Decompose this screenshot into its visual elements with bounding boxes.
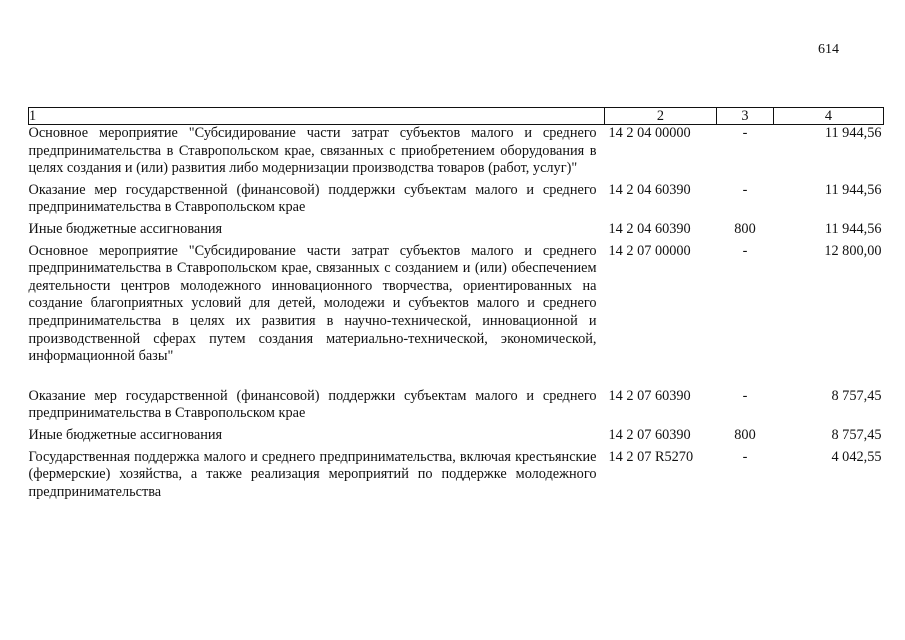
table-row xyxy=(29,243,884,388)
table-row xyxy=(29,182,884,221)
column-header-4: 4 xyxy=(774,108,884,125)
page-number: 614 xyxy=(818,42,839,57)
row-amount: 8 757,45 xyxy=(831,387,882,404)
row-name: Иные бюджетные ассигнования xyxy=(28,220,223,237)
row-type: 800 xyxy=(734,220,756,237)
row-name: Оказание мер государственной (финансовой) поддержки субъектам малого и среднего предпринимательства в Ставропольском крае xyxy=(28,181,597,216)
row-code: 14 2 04 60390 xyxy=(608,220,691,237)
row-amount: 11 944,56 xyxy=(824,125,882,141)
row-code: 14 2 04 00000 xyxy=(608,125,691,141)
column-header-1: 1 xyxy=(29,108,605,125)
budget-table xyxy=(28,107,884,505)
row-code: 14 2 07 00000 xyxy=(608,242,691,259)
row-name: Основное мероприятие "Субсидирование части затрат субъектов малого и среднего предпринимательства в Ставропольском крае, связанных с созданием и (или) обеспечением деятельности центров молодежного инновационного творчества, ориентированных на создание благоприятных условий для детей, молодежи и субъектов малого и среднего предпринимательства в целях их развития в научно-технической, инновационной и производственной сферах путем создания материально-технической, экономической, информационной базы" xyxy=(28,242,597,365)
row-code: 14 2 07 60390 xyxy=(608,387,691,404)
table-row xyxy=(29,427,884,449)
row-type: - xyxy=(742,448,748,465)
row-name: Иные бюджетные ассигнования xyxy=(28,426,223,443)
column-header-3: 3 xyxy=(717,108,774,125)
row-code: 14 2 07 60390 xyxy=(608,426,691,443)
column-header-2: 2 xyxy=(605,108,717,125)
row-code: 14 2 04 60390 xyxy=(608,181,691,198)
row-type: - xyxy=(742,181,748,198)
table-header-row xyxy=(29,108,884,125)
table-row xyxy=(29,221,884,243)
table-row xyxy=(29,388,884,427)
row-amount: 12 800,00 xyxy=(824,242,882,259)
row-amount: 4 042,55 xyxy=(831,448,882,465)
row-type: - xyxy=(742,242,748,259)
row-name: Основное мероприятие "Субсидирование части затрат субъектов малого и среднего предпринимательства в Ставропольском крае, связанных с приобретением оборудования в целях создания и (или) развития либо модернизации производства товаров (работ, услуг)" xyxy=(28,125,597,177)
row-type: 800 xyxy=(734,426,756,443)
row-name: Оказание мер государственной (финансовой) поддержки субъектам малого и среднего предпринимательства в Ставропольском крае xyxy=(28,387,597,422)
row-type: - xyxy=(742,125,748,141)
row-code: 14 2 07 R5270 xyxy=(608,448,694,465)
row-name: Государственная поддержка малого и среднего предпринимательства, включая крестьянские (фермерские) хозяйства, а также реализация мероприятий по поддержке молодежного предпринимательства xyxy=(28,448,597,500)
table-row xyxy=(29,449,884,506)
row-amount: 8 757,45 xyxy=(831,426,882,443)
row-type: - xyxy=(742,387,748,404)
table-row xyxy=(29,125,884,182)
row-amount: 11 944,56 xyxy=(824,181,882,198)
row-amount: 11 944,56 xyxy=(824,220,882,237)
